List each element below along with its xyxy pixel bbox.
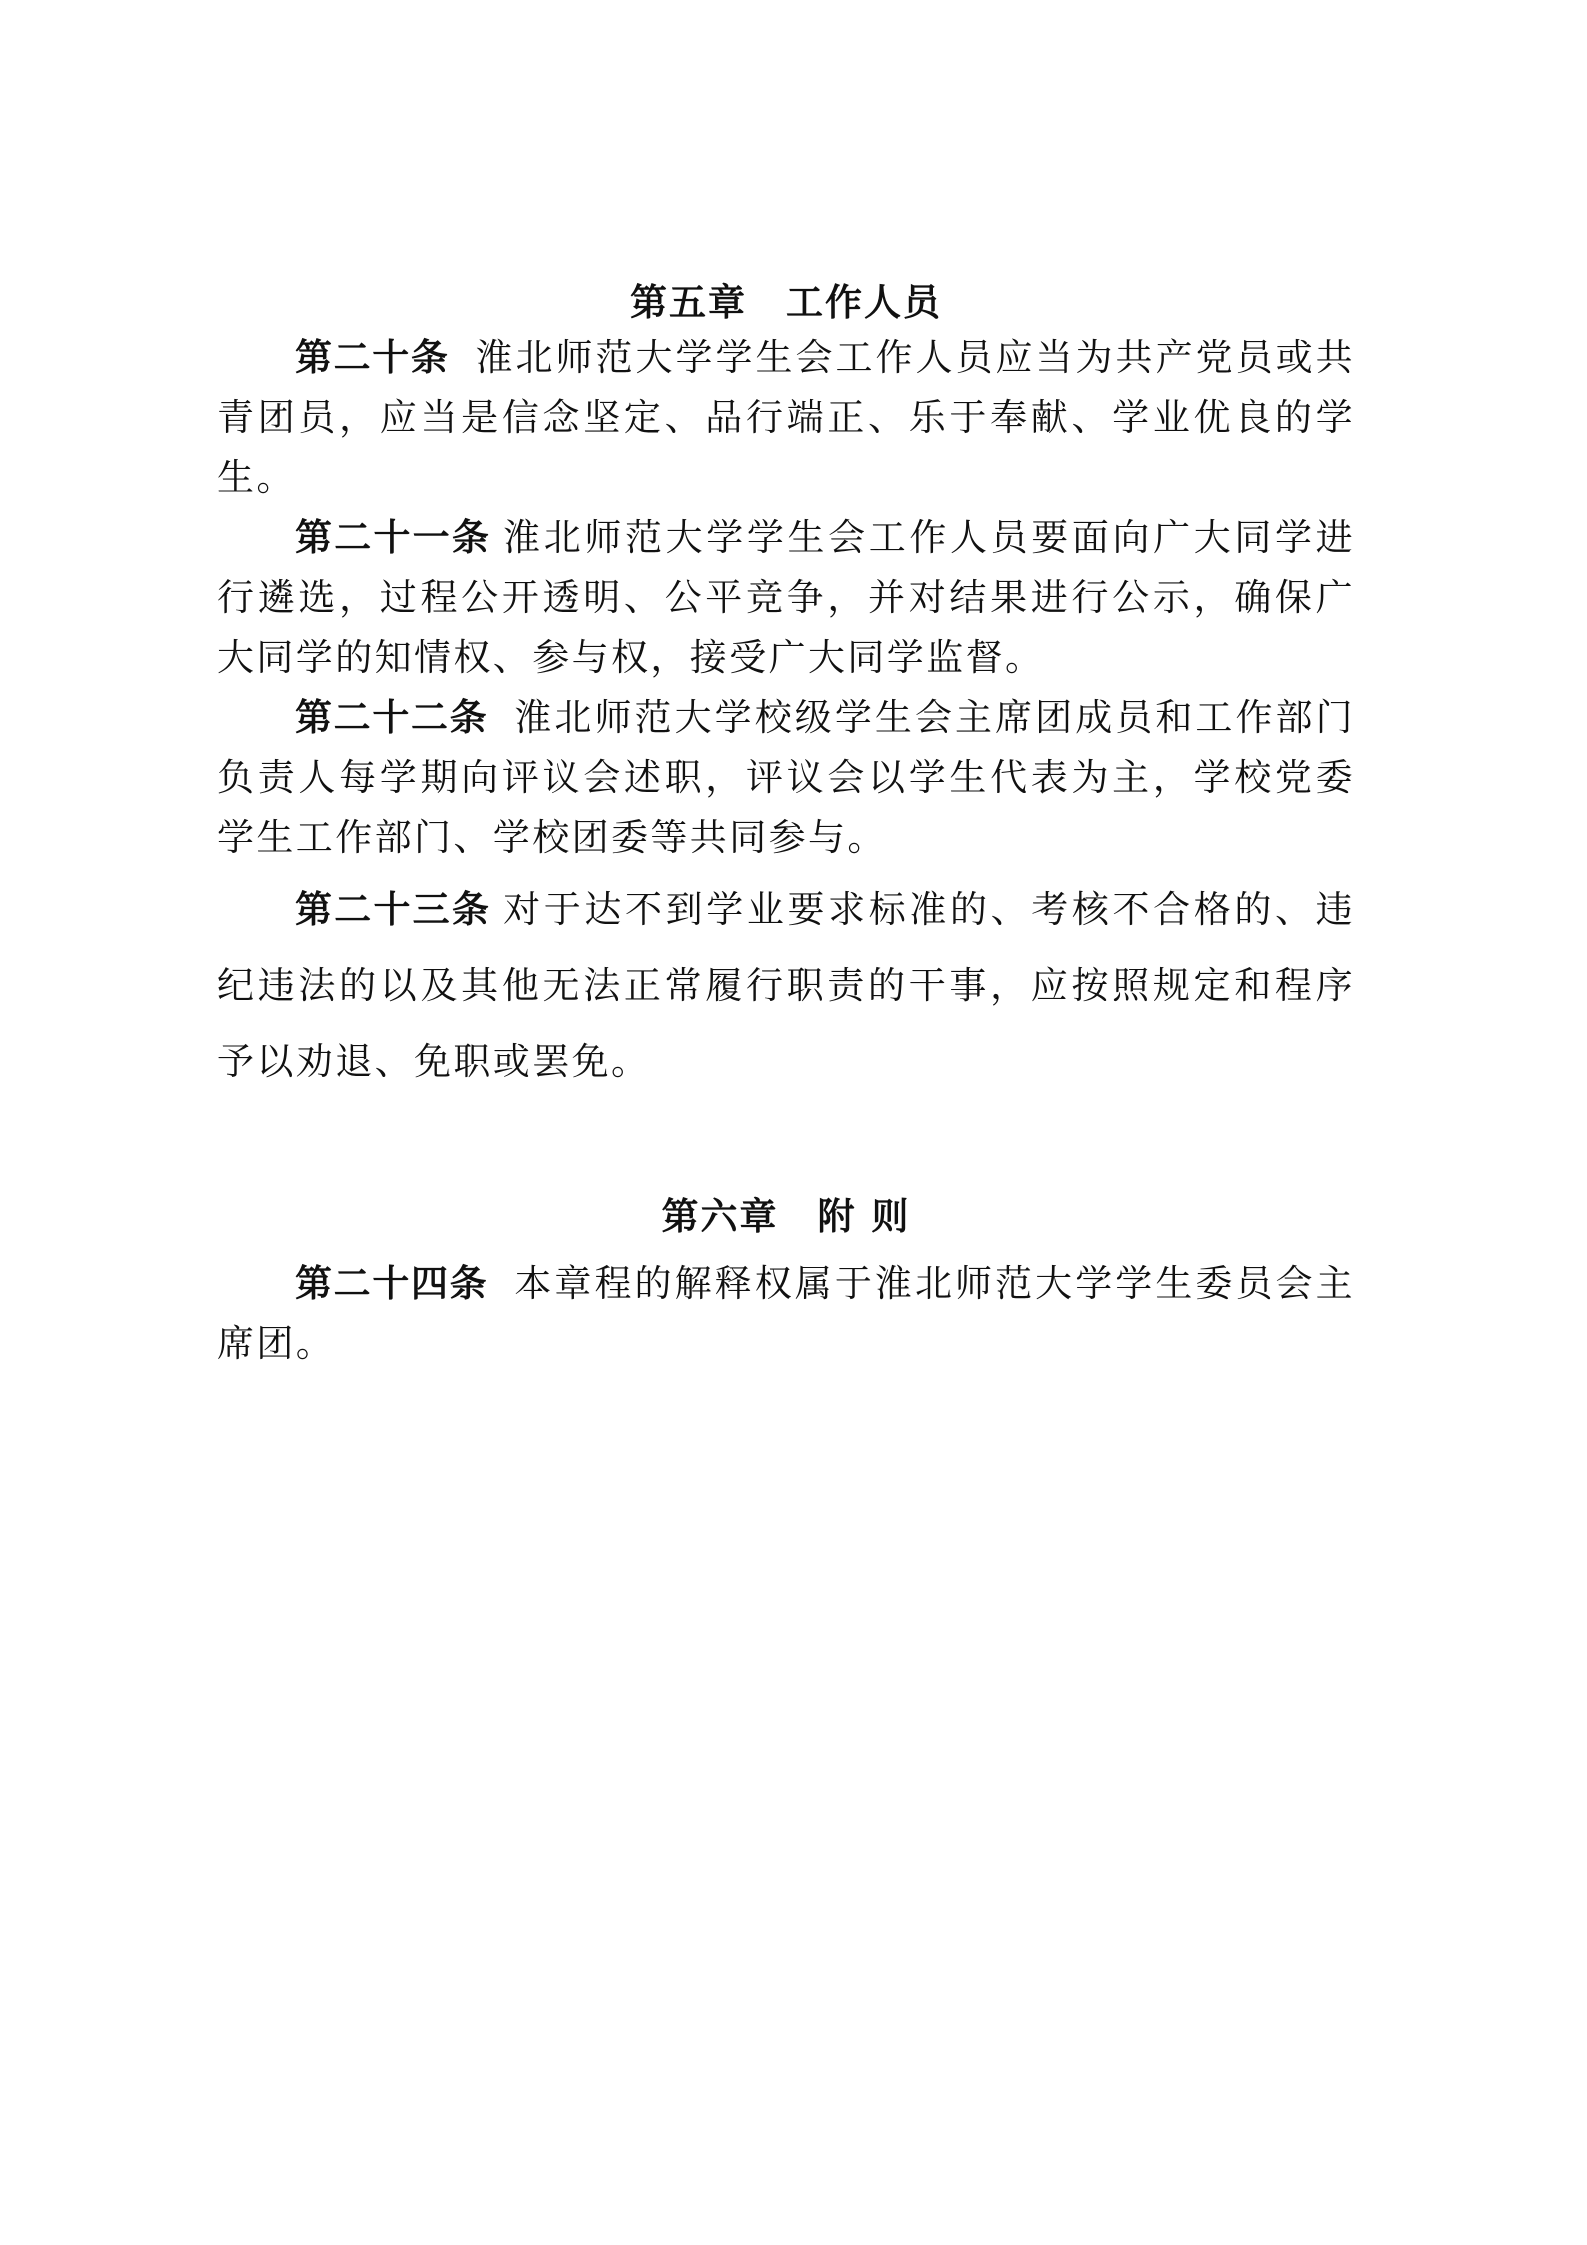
article-24-text: 本章程的解释权属于淮北师范大学学生委员会主席团。 bbox=[217, 1262, 1356, 1365]
article-22-text: 淮北师范大学校级学生会主席团成员和工作部门负责人每学期向评议会述职，评议会以学生代表为主，学校党委学生工作部门、学校团委等共同参与。 bbox=[217, 696, 1356, 859]
article-24 bbox=[217, 1254, 1355, 1374]
article-20-text: 淮北师范大学学生会工作人员应当为共产党员或共青团员，应当是信念坚定、品行端正、乐于奉献、学业优良的学生。 bbox=[217, 336, 1355, 499]
article-23-text: 对于达不到学业要求标准的、考核不合格的、违纪违法的以及其他无法正常履行职责的干事，应按照规定和程序予以劝退、免职或罢免。 bbox=[217, 888, 1355, 1083]
article-21 bbox=[217, 508, 1355, 688]
article-20 bbox=[217, 328, 1355, 508]
document-content bbox=[217, 278, 1355, 1374]
chapter-6-title: 第六章 附 则 bbox=[661, 1195, 911, 1238]
article-21-label: 第二十一条 bbox=[295, 516, 492, 559]
article-21-text: 淮北师范大学学生会工作人员要面向广大同学进行遴选，过程公开透明、公平竞争，并对结果进行公示，确保广大同学的知情权、参与权，接受广大同学监督。 bbox=[217, 516, 1355, 679]
chapter-5-title: 第五章 工作人员 bbox=[630, 281, 942, 324]
article-20-label: 第二十条 bbox=[295, 336, 450, 379]
article-22 bbox=[217, 688, 1355, 868]
article-23 bbox=[217, 872, 1355, 1100]
article-24-label: 第二十四条 bbox=[295, 1262, 489, 1305]
article-22-label: 第二十二条 bbox=[295, 696, 489, 739]
article-23-label: 第二十三条 bbox=[295, 888, 492, 931]
